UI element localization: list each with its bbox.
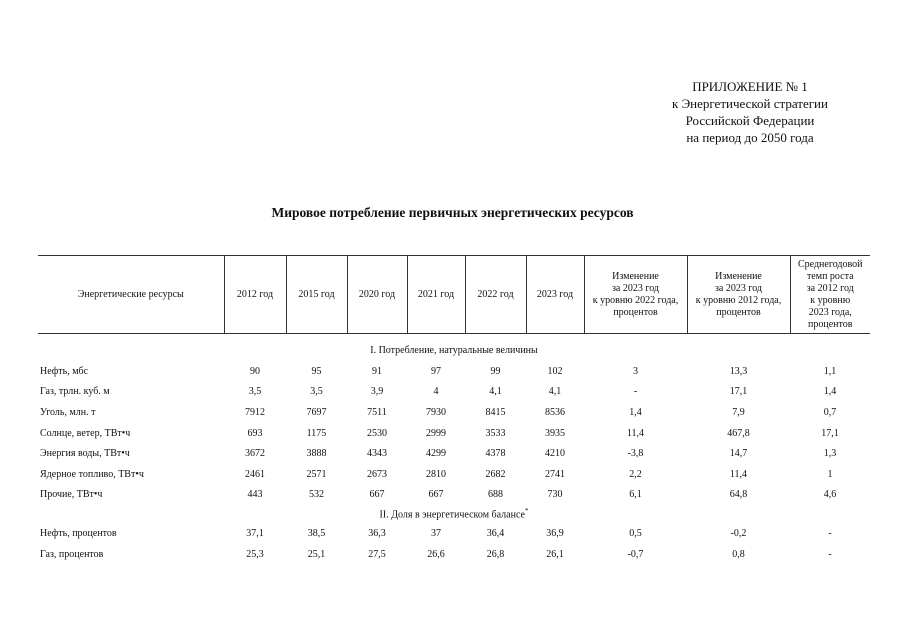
table-cell: 90 [250, 365, 260, 377]
table-cell: 4,1 [548, 386, 562, 398]
header-2020: 2020 год [347, 256, 407, 334]
table-cell: 25,1 [307, 548, 326, 560]
table-row [38, 523, 870, 544]
table-body [38, 334, 870, 565]
table-cell: 693 [247, 427, 263, 439]
table-row [38, 361, 870, 382]
table-row [38, 485, 870, 506]
section-row [38, 505, 870, 523]
appendix-block [600, 78, 900, 146]
table-cell: 1175 [306, 427, 327, 439]
table-cell: 1,4 [629, 406, 642, 418]
row-label: Ядерное топливо, ТВт•ч [40, 468, 144, 480]
document-title: Мировое потребление первичных энергетических ресурсов [271, 205, 634, 220]
header-line: к уровню 2012 года, [695, 294, 782, 306]
table-cell: 37,1 [246, 527, 264, 539]
table-cell: 26,6 [427, 548, 445, 560]
section-row [38, 334, 870, 362]
table-cell: 97 [431, 365, 441, 377]
appendix-line: Российской Федерации [685, 113, 815, 128]
table-cell: 7697 [306, 406, 327, 418]
header-line: за 2023 год [714, 282, 763, 294]
table-cell: 688 [488, 489, 503, 501]
table-cell: - [633, 386, 638, 398]
energy-table [38, 255, 870, 564]
table-cell: 17,1 [821, 427, 839, 439]
header-line: к уровню 2022 года, [592, 294, 679, 306]
table-cell: 2673 [367, 468, 387, 480]
table-cell: 26,1 [546, 548, 564, 560]
table-cell: 1 [827, 468, 833, 480]
table-cell: -3,8 [627, 448, 644, 460]
table-cell: 3,9 [370, 386, 384, 398]
table-cell: 3888 [306, 448, 327, 460]
header-line: процентов [716, 306, 761, 318]
table-row [38, 402, 870, 423]
table-cell: 11,4 [729, 468, 748, 480]
table-cell: 3672 [245, 448, 265, 460]
table-row [38, 464, 870, 485]
table-cell: 2999 [426, 427, 446, 439]
header-line: Изменение [612, 270, 659, 282]
table-cell: - [828, 527, 832, 539]
footnote-mark: * [524, 507, 529, 516]
header-line: Среднегодовой [797, 258, 863, 270]
table-cell: 667 [369, 489, 385, 501]
table-cell: 730 [547, 489, 563, 501]
header-2012: 2012 год [224, 256, 286, 334]
table-cell: 36,9 [546, 527, 564, 539]
table-cell: 4299 [426, 448, 446, 460]
table-cell: 2461 [245, 468, 265, 480]
table-cell: 3,5 [310, 386, 323, 398]
table-cell: 38,5 [307, 527, 326, 539]
header-2021: 2021 год [407, 256, 465, 334]
section-title [38, 505, 870, 523]
table-cell: 4,1 [489, 386, 502, 398]
table-cell: 36,4 [486, 527, 505, 539]
table-cell: 467,8 [727, 427, 750, 439]
header-2023: 2023 год [526, 256, 584, 334]
row-label: Солнце, ветер, ТВт•ч [40, 427, 131, 439]
table-cell: 4,6 [823, 489, 837, 501]
section-title: I. Потребление, натуральные величины [370, 345, 538, 356]
table-row [38, 382, 870, 403]
table-cell: 11,4 [626, 427, 645, 439]
table-cell: 4343 [367, 448, 387, 460]
table-cell: 7930 [426, 406, 446, 418]
table-cell: 667 [428, 489, 444, 501]
table-cell: -0,7 [627, 548, 644, 560]
table-cell: 4210 [545, 448, 565, 460]
table-cell: 443 [247, 489, 263, 501]
table-cell: 7511 [367, 406, 387, 418]
table-cell: 8415 [485, 406, 506, 418]
table-cell: 2741 [545, 468, 565, 480]
table-cell: 4 [433, 386, 439, 398]
table-cell: 95 [311, 365, 322, 377]
row-label: Прочие, ТВт•ч [40, 489, 103, 501]
header-line: процентов [613, 306, 658, 318]
table-cell: 64,8 [729, 489, 748, 501]
row-label: Нефть, процентов [40, 527, 117, 539]
header-resource: Энергетические ресурсы [38, 256, 224, 334]
table-row [38, 544, 870, 565]
table-cell: 4378 [485, 448, 506, 460]
row-label: Энергия воды, ТВт•ч [40, 448, 130, 460]
table-cell: 2682 [485, 468, 506, 480]
table-row [38, 443, 870, 464]
table-cell: -0,2 [730, 527, 747, 539]
table-cell: 8536 [545, 406, 565, 418]
table-cell: 99 [490, 365, 501, 377]
table-cell: 2571 [306, 468, 327, 480]
table-cell: 0,8 [732, 548, 745, 560]
table-cell: 26,8 [486, 548, 505, 560]
header-line: Изменение [715, 270, 762, 282]
table-cell: 2810 [426, 468, 446, 480]
table-cell: 14,7 [729, 448, 748, 460]
table-cell: 6,1 [629, 489, 642, 501]
table-cell: 13,3 [729, 365, 748, 377]
header-avg-growth [790, 256, 870, 334]
header-line: 2023 года, [808, 306, 852, 318]
table-cell: 37 [431, 527, 441, 539]
table-cell: 36,3 [368, 527, 386, 539]
table-cell: 1,1 [823, 365, 837, 377]
row-label: Уголь, млн. т [40, 406, 96, 418]
table-cell: 1,4 [823, 386, 837, 398]
header-line: процентов [808, 318, 853, 330]
header-2022: 2022 год [465, 256, 526, 334]
table-cell: 2530 [367, 427, 387, 439]
table-cell: 0,5 [629, 527, 642, 539]
table-cell: 3533 [485, 427, 506, 439]
table-cell: 2,2 [629, 468, 642, 480]
table-cell: 3,5 [248, 386, 262, 398]
appendix-line: на период до 2050 года [686, 130, 814, 145]
table-cell: 7912 [245, 406, 265, 418]
header-2015: 2015 год [286, 256, 347, 334]
table-cell: 1,3 [823, 448, 837, 460]
table-cell: 91 [372, 365, 382, 377]
table-cell: 3 [633, 365, 638, 377]
header-line: темп роста [806, 270, 854, 282]
table-cell: 25,3 [246, 548, 264, 560]
table-cell: 0,7 [823, 406, 837, 418]
table-cell: 17,1 [729, 386, 748, 398]
table-header [38, 256, 870, 334]
table-cell: 27,5 [368, 548, 386, 560]
table-cell: - [828, 548, 832, 560]
table-cell: 7,9 [732, 406, 745, 418]
header-change-2022 [584, 256, 687, 334]
table-cell: 3935 [545, 427, 565, 439]
header-line: за 2023 год [611, 282, 660, 294]
table-cell: 102 [547, 365, 563, 377]
header-line: к уровню [810, 294, 851, 306]
appendix-line: к Энергетической стратегии [672, 96, 828, 111]
table-cell: 532 [309, 489, 324, 501]
header-change-2012 [687, 256, 790, 334]
row-label: Нефть, мбс [40, 365, 89, 377]
row-label: Газ, процентов [40, 548, 104, 560]
header-line: за 2012 год [806, 282, 854, 294]
appendix-line: ПРИЛОЖЕНИЕ № 1 [692, 79, 808, 94]
table-row [38, 423, 870, 444]
section-title-text: II. Доля в энергетическом балансе [379, 509, 525, 521]
row-label: Газ, трлн. куб. м [40, 386, 110, 398]
